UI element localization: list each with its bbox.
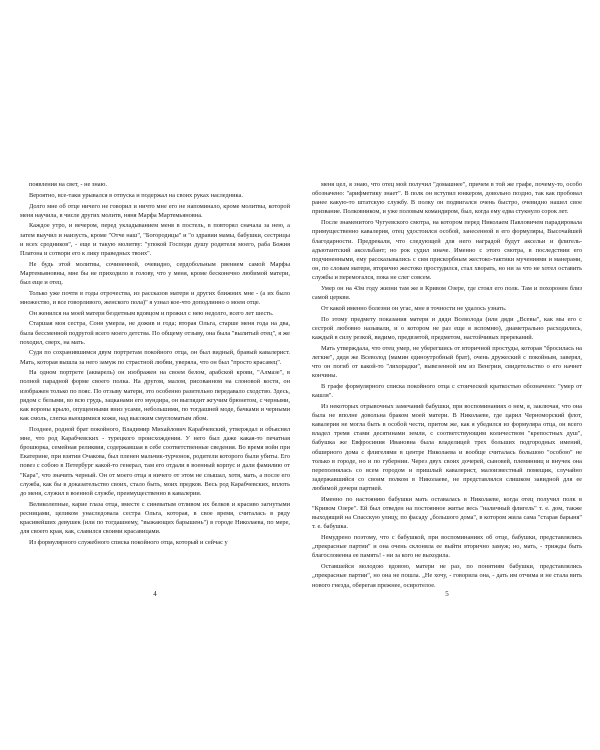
paragraph: Позднее, родной брат покойного, Владимир Михайлович Карабчевский, утверждал и объяснял мне, что род Карабчевских - турецкого происхождения. У него был даже какая-то печатная брошюрка, семейная реликвия, содержавшая в себе соответственные сведения. Во время войн при Екатерине, при взятии Очакова, был пленен мальчик-турчонок, родители которого были убиты. Его повез с собою в Петербург какой-то генерал, там его отдали в военный корпус и дали фамилию от "Кара", что значить черный. Он от моего отца я ничего от этом не слышал, хотя, мать, а после его служба, как бы в доказательство своих, стало быть, моих предков. Весь род Карабчевских, вплоть до меня, служил в военной службе, преимущественно в кавалерии. bbox=[20, 425, 290, 497]
paragraph: Вероятно, все-таки урывался в отпуска и подержал на своих руках наследника. bbox=[29, 191, 243, 199]
paragraph: После знаменитого Чугуевского смотра, на котором перед Николаем Павловичем парадировала примуществeнно кавалерия, отец удостоился особой, занесенной в его формуляры, Высочайшей благодарности. Предрекали, что следующей для него наградой будут аксельи и флигель-адъютантский аксельбант; но рок судил иначе. Именно с этого смотра, в последствии его подчиненными, ему рассказывались с сим прискорбным жестоко-тактики мучениями и манерами, он, по словам матери, вторично жестоко простудился, стал хворать, но ни за что не хотел оставить службы и перемогался, пока не слег совсем. bbox=[312, 219, 582, 282]
paragraph: Только уже почти в годы отрочества, из рассказов матери и других ближних мне - (а их было множество, и все говорливого, женского пола)" я узнал кое-что доподлинно о моем отце. bbox=[20, 289, 290, 306]
paragraph: Оставшейся молодою вдовою, матери не раз, по понятиям бабушки, представлялись „прекрасные партии", но она не пошла. „Не хочу, - говорила она, - дать им отчима и не стала вить нового гнезда, оберегая прежнее, осиротелое. bbox=[312, 563, 582, 589]
paragraph: На одном портрете (акварель) он изображен на своем белом, арабской крови, "Алмазе", в полной парадной форме своего полка. На другом, малом, рисованном на слоновой кости, он изображен только по пояс. По отзыву матери, это особенно разительно передавало сходство. Здесь, рядом с белыми, во всю грудь, зацканами его мундира, он выглядит жгучим брюнетом, с черными, как вороны крыло, опущенными вниз усами, небольшими, по тогдашней моде, бачками и черными как смоль, слегка вьющимися кожи, над высоким смугломатым лбом. bbox=[20, 369, 290, 423]
paragraph: Из формулярного служебного списка покойного отца, который и сейчас у bbox=[29, 538, 228, 546]
paragraph: Долго мне об отце ничего не говорил и ничто мне его не напоминало, кроме молитвы, которой меня научила, в числе других молитв, няня Марфа Мартемьяновна. bbox=[20, 202, 290, 219]
paragraph: Умер он на 43м году жизни там же в Кривом Озере, где стоял его полк. Там и похоронен близ самой церкви. bbox=[312, 284, 582, 302]
right-page bbox=[312, 0, 582, 750]
paragraph: появления на свет, - не знаю. bbox=[29, 181, 107, 188]
paragraph: По этому предмету показания матери и дяди Всеволода (или дяди „Всевы", как мы его с сестрой любовно называли, и о котором не раз еще я вспомню), диаметрально расходились, каждый в силу резкой, видимо, предвзятой, предметом, настойчивых пререканий. bbox=[312, 315, 582, 341]
paragraph: Мать утверждала, что отец умер, не уберегшись от вторичной простуды, которая "бросилась на легкие", дядя же Всеволод (мамин единоутробный брат), очень дружеский с покойным, заверял, что он погиб от какой-то "лихорадки", вывезенной им из Венгрии, свидетельство о его начнет кончины. bbox=[312, 344, 582, 380]
paragraph: Великолепные, карие глаза отца, вместе с синеватым отливом их белков и красиво загнутыми ресницами, целиком унаследовала сестра Ольга, которая, в свое время, считалась в ряду красивейших девушек (или по тогдашнему, "выжающих барышень") в городе Николаевa, по мере, для своего края, как, славился своими красавицами. bbox=[20, 500, 290, 536]
paragraph: Не будь этой молитвы, сочиненной, очевидно, сердобольным рвением самой Марфы Мартемьяновны, мне бы не приходило в голову, что у меня, кроме бесконечно любимой матери, был еще и отец. bbox=[20, 260, 290, 286]
paragraph: Он женился на моей матери бездетным вдовцом и прожил с нею недолго, всего лет шесть. bbox=[29, 309, 274, 317]
page-number: 4 bbox=[153, 590, 157, 598]
page-number: 5 bbox=[445, 590, 449, 598]
paragraph: Каждое утро, и вечером, перед укладыванием меня в постель, в повторял сначала за нею, а затем выучил и наизусть, кроме "Отче наш", "Богородицы" и "о здравии мамы, бабушки, сестрицы и всех сродников", - еще и такую молитву: "упокой Господи душу родителя моего, раба Божия Платона и сотвори его к лику праведных твоих". bbox=[20, 222, 290, 257]
paragraph: В графе формулярного списка покойного отца с стоической краткостью обозначено: "умер от кашля". bbox=[312, 382, 582, 399]
paragraph: Старшая моя сестра, Соня умерла, не дожив и года; вторая Ольга, старше меня года на два, была бессменной подругой всего моего детства. По общему отзыву, она была "вылитый отец", я же походил, сверх, на мать. bbox=[20, 320, 290, 346]
paragraph: Именно по настоянию бабушки мать оставалась в Николаеве, когда отец получил полк в "Кривом Озере". Ей был отведен на постоянное житье весь "наличный флигель" т. е. дом, также выходящий на Спасскую улицу, по фасаду „большого дома", в котором жила сама "старая барыня" т. е. бабушка. bbox=[312, 495, 582, 531]
paragraph: Судя по сохранившимся двум портретам покойного отца, он был видный, бравый кавалерист. Мать, которая вышла за него замуж по страстной любви, уверяла, что он был "просто красавец". bbox=[20, 349, 290, 366]
paragraph: меня цел, я знаю, что отец мой получил "домашнее", причем в той же графе, почему-то, особо обозначено: "арифметику знает". В полк он вступил юнкером, довольно поздно, так как пробовал ранее какую-то штатскую службу. В полку он подвигался очень быстро, очевидно нашел свое призвание. Полковником, и уже половым командиром, был, когда ему едва стукнуло сорок лет. bbox=[312, 181, 582, 216]
paragraph: Немудрено поэтому, что с бабушкой, при воспоминаниях об отце, бабушки, представлялись „прекрасные партии" и она очень склоняла ее выйти вторично замуж; но, мать, - трижды быть благословенна ее память! - ни за кого не выходила. bbox=[312, 534, 582, 560]
paragraph: Из некоторых отрывочных замечаний бабушки, при воспоминаниях о нем, я, заключая, что она была не вполне довольна браком моей матери. В Николаеве, где царил Черноморский флот, кавалерия не могла быть в особой чести, притом же, как я убедился из формуляра отца, он всего владел тремя стами десятинами земли, с соответствующим количеством "крепостных душ", бабушка же Евфросиния Ивановна была владелицей трех больших подгородных имений, обширного дома с флигелями в центре Николаева и вообще считалась большою "особою" не только в городе, но и по губернии. Через двух своих дочерей, сыновей, племянниц и внучек она переполнялась со всем городом и пришлый кавалерист, малоизвестный помещик, случайно задержавшийся со своим полком в Николаеве, не представлялся слишком завидной для ее любимой дочери партией. bbox=[312, 402, 582, 493]
paragraph: От какой именно болезни он угас, мне в точности не удалось узнать. bbox=[321, 304, 507, 312]
left-page bbox=[20, 0, 290, 750]
